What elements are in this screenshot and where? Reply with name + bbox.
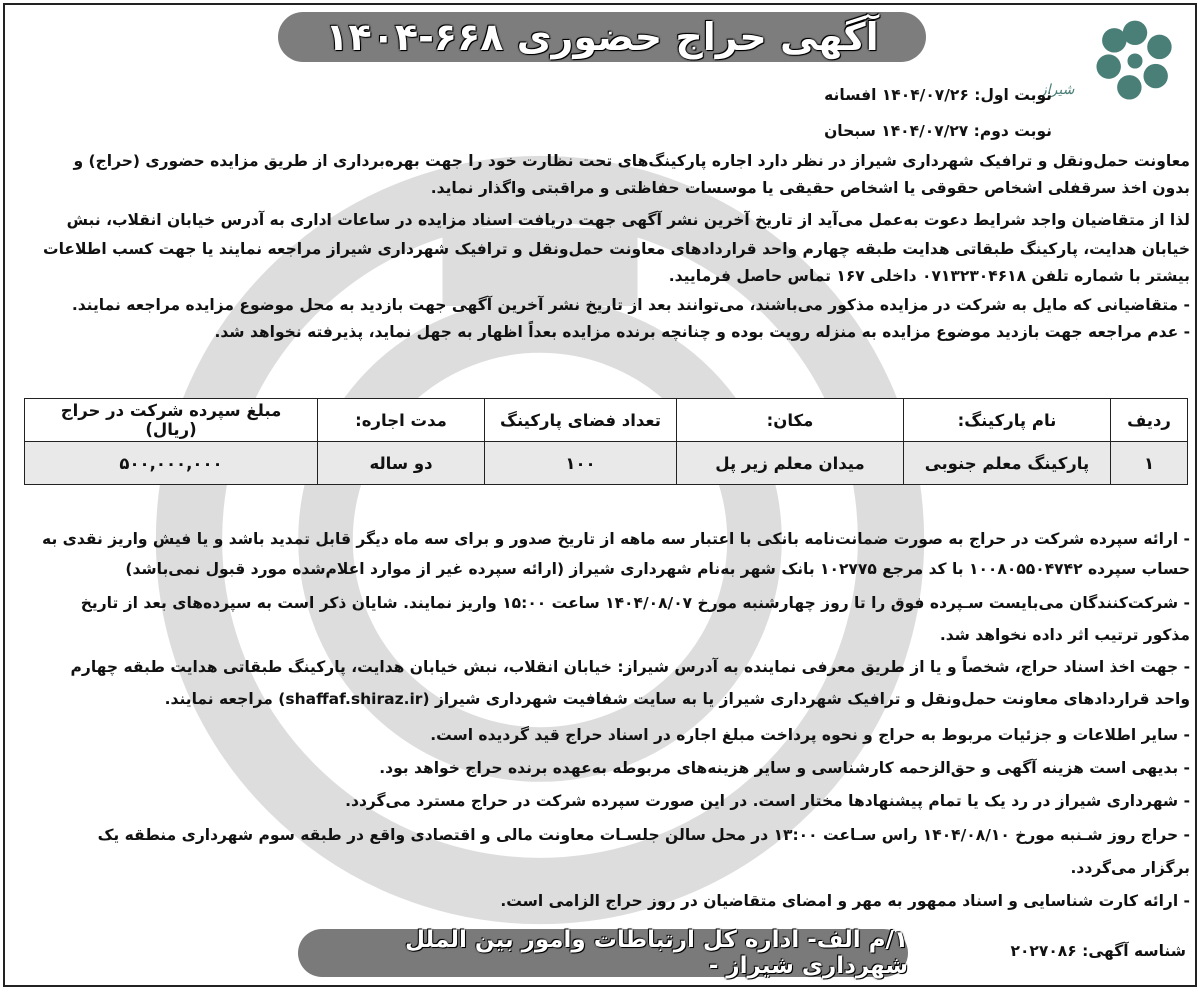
table-header-row	[25, 399, 1188, 442]
cell-parking-name: پارکینگ معلم جنوبی	[904, 442, 1111, 485]
intro-line: لذا از متقاضیان واجد شرایط دعوت به‌عمل می‌آید از تاریخ آخرین نشر آگهی جهت دریافت اسناد مزایده در ساعات اداری به آدرس خیابان انقلاب، نبش	[66, 211, 1190, 229]
second-turn-date: نوبت دوم: ۱۴۰۴/۰۷/۲۷ سبحان	[824, 122, 1052, 140]
intro-line: خیابان هدایت، پارکینگ طبقاتی هدایت طبقه چهارم واحد قراردادهای معاونت حمل‌ونقل و ترافیک شهرداری شیراز مراجعه نمایند یا جهت کسب اطلاعات	[43, 240, 1190, 258]
term-line: - شهرداری شیراز در رد یک یا تمام پیشنهادها مختار است. در این صورت سپرده شرکت در حراج مسترد می‌گردد.	[345, 792, 1190, 810]
intro-line: - متقاضیانی که مایل به شرکت در مزایده مذکور می‌باشند، می‌توانند بعد از تاریخ نشر آخرین آگهی جهت بازدید به محل موضوع مزایده مراجعه نمایند.	[71, 296, 1190, 314]
cell-deposit: ۵۰۰,۰۰۰,۰۰۰	[25, 442, 318, 485]
col-header-parking-name: نام پارکینگ:	[904, 399, 1111, 442]
col-header-deposit: مبلغ سپرده شرکت در حراج (ریال)	[25, 399, 318, 442]
term-line: حساب سپرده ۱۰۰۸۰۵۵۰۴۷۴۲ با کد مرجع ۱۰۲۷۷۵ بانک شهر به‌نام شهرداری شیراز (ارائه سپرده غیر از موارد اعلام‌شده مورد قبول نمی‌باشد)	[125, 560, 1190, 578]
term-line: مذکور ترتیب اثر داده نخواهد شد.	[939, 626, 1190, 644]
cell-lease-term: دو ساله	[318, 442, 485, 485]
page-title: آگهی حراج حضوری ۶۶۸-۱۴۰۴	[325, 15, 879, 59]
term-line: - شرکت‌کنندگان می‌بایست سـپرده فوق را تا روز چهارشنبه مورخ ۱۴۰۴/۰۸/۰۷ ساعت ۱۵:۰۰ واریز نمایند. شایان ذکر است به سپرده‌های بعد از تاریخ	[80, 594, 1190, 612]
ad-identifier: شناسه آگهی: ۲۰۲۷۰۸۶	[1010, 942, 1186, 960]
logo-caption: شیراز	[1040, 82, 1075, 98]
term-line: واحد قراردادهای معاونت حمل‌ونقل و ترافیک شهرداری شیراز یا به سایت شفافیت شهرداری شیراز (shaffaf.shiraz.ir) مراجعه نمایند.	[164, 690, 1190, 708]
shiraz-municipality-logo-icon	[1088, 14, 1182, 108]
cell-row-number: ۱	[1111, 442, 1188, 485]
intro-line: معاونت حمل‌ونقل و ترافیک شهرداری شیراز در نظر دارد اجاره پارکینگ‌های تحت نظارت خود را جهت بهره‌برداری از طریق مزایده حضوری (حراج) و	[73, 152, 1190, 170]
col-header-capacity: تعداد فضای پارکینگ	[485, 399, 677, 442]
footer-banner	[298, 929, 908, 977]
col-header-lease-term: مدت اجاره:	[318, 399, 485, 442]
col-header-row-number: ردیف	[1111, 399, 1188, 442]
intro-line: بدون اخذ سرقفلی اشخاص حقوقی یا اشخاص حقیقی یا موسسات حفاظتی و مراقبتی واگذار نماید.	[430, 179, 1190, 197]
table-row	[25, 442, 1188, 485]
cell-capacity: ۱۰۰	[485, 442, 677, 485]
intro-line: بیشتر با شماره تلفن ۰۷۱۳۲۳۰۴۶۱۸ داخلی ۱۶۷ تماس حاصل فرمایید.	[668, 267, 1190, 285]
title-banner	[278, 12, 926, 62]
term-line: - ارائه سپرده شرکت در حراج به صورت ضمانت‌نامه بانکی با اعتبار سه ماهه از تاریخ صدور و برای سه ماه دیگر قابل تمدید باشد و یا فیش واریز نقدی به	[42, 530, 1190, 548]
cell-location: میدان معلم زیر پل	[677, 442, 904, 485]
first-turn-date: نوبت اول: ۱۴۰۴/۰۷/۲۶ افسانه	[824, 86, 1052, 104]
intro-line: - عدم مراجعه جهت بازدید موضوع مزایده به منزله رویت بوده و چنانچه برنده مزایده بعداً اظهار به جهل نماید، پذیرفته نخواهد شد.	[214, 323, 1190, 341]
term-line: - ارائه کارت شناسایی و اسناد ممهور به مهر و امضای متقاضیان در روز حراج الزامی است.	[500, 892, 1190, 910]
term-line: برگزار می‌گردد.	[1070, 859, 1190, 877]
term-line: - سایر اطلاعات و جزئیات مربوط به حراج و نحوه پرداخت مبلغ اجاره در اسناد حراج قید گردیده است.	[430, 726, 1190, 744]
term-line: - بدیهی است هزینه آگهی و حق‌الزحمه کارشناسی و سایر هزینه‌های مربوطه به‌عهده برنده حراج خواهد بود.	[379, 759, 1190, 777]
col-header-location: مکان:	[677, 399, 904, 442]
parking-table	[24, 398, 1188, 485]
term-line: - جهت اخذ اسناد حراج، شخصاً و یا از طریق معرفی نماینده به آدرس شیراز: خیابان انقلاب، نبش خیابان هدایت، پارکینگ طبقاتی هدایت طبقه چهارم	[70, 658, 1190, 676]
footer-banner-text: ۱/م الف- اداره کل ارتباطات وامور بین الملل شهرداری شیراز -	[405, 927, 908, 979]
term-line: - حراج روز شـنبه مورخ ۱۴۰۴/۰۸/۱۰ راس سـاعت ۱۳:۰۰ در محل سالن جلسـات معاونت مالی و اقتصادی واقع در طبقه سوم شهرداری منطقه یک	[97, 826, 1190, 844]
